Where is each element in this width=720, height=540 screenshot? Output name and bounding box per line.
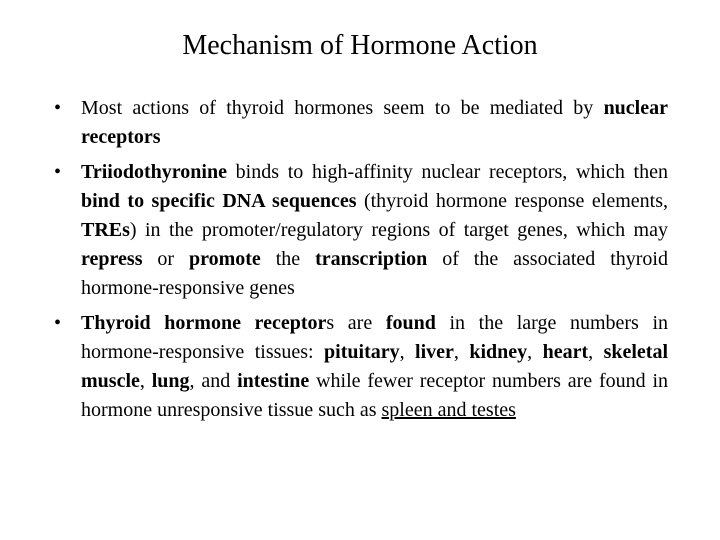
bullet-text-bold: lung [151, 370, 190, 392]
bullet-text-bold: nuclear receptors [81, 97, 668, 148]
bullet-text-bold: pituitary [324, 341, 400, 363]
bullet-list [50, 94, 668, 431]
bullet-text-segment: while fewer receptor numbers are found in hormone unresponsive tissue such as [81, 370, 669, 421]
bullet-item [50, 158, 668, 303]
bullet-text-segment: binds to high-affinity nuclear receptors, which then [226, 161, 668, 183]
bullet-text-segment: , [399, 341, 416, 363]
bullet-text-segment: ) in the promoter/regulatory regions of target genes, which may [129, 219, 668, 241]
bullet-dot-icon: • [54, 97, 62, 119]
bullet-text-segment: (thyroid hormone response elements, [356, 190, 668, 212]
bullet-text-segment: of the associated thyroid hormone-responsive genes [81, 248, 668, 299]
bullet-dot-icon: • [54, 161, 62, 183]
bullet-text-segment: or [142, 248, 189, 270]
bullet-text-segment: , [139, 370, 152, 392]
bullet-dot-icon: • [54, 312, 62, 334]
bullet-text-bold: kidney [469, 341, 528, 363]
bullet-text-bold: heart [542, 341, 589, 363]
bullet-text-bold: found [385, 312, 436, 334]
bullet-text-segment: , [453, 341, 470, 363]
bullet-text-bold: repress [81, 248, 143, 270]
bullet-text-bold: TREs [81, 219, 130, 241]
bullet-text-segment: Most actions of thyroid hormones seem to be mediated by [81, 97, 604, 119]
bullet-item [50, 94, 668, 152]
slide-title: Mechanism of Hormone Action [182, 30, 538, 61]
bullet-text-bold: intestine [237, 370, 310, 392]
bullet-text-underlined: spleen and testes [381, 399, 516, 421]
bullet-text-segment: , [588, 341, 604, 363]
bullet-text-segment: , and [189, 370, 238, 392]
bullet-text-segment: in the large numbers in hormone-responsive tissues: [81, 312, 669, 363]
bullet-text-segment: the [260, 248, 316, 270]
bullet-item [50, 309, 668, 425]
bullet-text-segment: s are [326, 312, 386, 334]
bullet-text-bold: Triiodothyronine [81, 161, 227, 183]
bullet-text-segment: , [527, 341, 543, 363]
bullet-text-bold: bind to specific DNA sequences [81, 190, 357, 212]
bullet-text-bold: skeletal muscle [81, 341, 669, 392]
bullet-text-bold: liver [415, 341, 454, 363]
bullet-text-bold: Thyroid hormone receptor [81, 312, 327, 334]
bullet-text-bold: transcription [315, 248, 428, 270]
bullet-text-bold: promote [188, 248, 261, 270]
